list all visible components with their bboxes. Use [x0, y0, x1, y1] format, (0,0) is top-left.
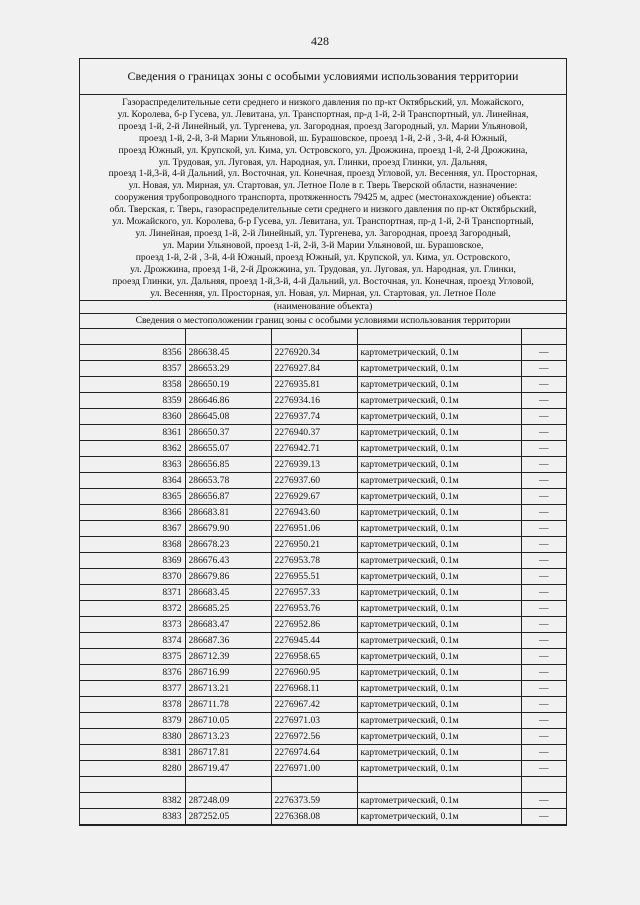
description-line: проезд 1-й, 2-й, 3-й Марии Ульяновой, ш. Бурашовское, проезд 1-й, 2-й , 3-й, 4-й Южный,	[138, 132, 508, 144]
method-cell: картометрический, 0.1м	[357, 425, 521, 441]
y-coordinate-cell: 2276943.60	[271, 505, 357, 521]
x-coordinate-cell: 286710.05	[185, 713, 271, 729]
coordinate-row	[80, 809, 566, 825]
coordinates-table	[80, 329, 566, 825]
description-line: ул. Трудовая, ул. Луговая, ул. Народная, ул. Глинки, проезд Глинки, ул. Дальняя,	[158, 156, 488, 168]
point-number-cell: 8380	[80, 729, 185, 745]
x-coordinate-cell: 286645.08	[185, 409, 271, 425]
description-cell: —	[521, 537, 566, 553]
coordinate-row	[80, 489, 566, 505]
point-number-cell: 8357	[80, 361, 185, 377]
coordinate-row	[80, 409, 566, 425]
description-line: ул. Новая, ул. Мирная, ул. Стартовая, ул. Летное Поле в г. Тверь Тверской области, назначение:	[128, 180, 518, 192]
y-coordinate-cell: 2276929.67	[271, 489, 357, 505]
point-number-cell: 8356	[80, 345, 185, 361]
description-cell: —	[521, 377, 566, 393]
x-coordinate-cell: 286646.86	[185, 393, 271, 409]
method-cell: картометрический, 0.1м	[357, 393, 521, 409]
y-coordinate-cell: 2276940.37	[271, 425, 357, 441]
method-cell: картометрический, 0.1м	[357, 713, 521, 729]
point-number-cell: 8370	[80, 569, 185, 585]
description-cell: —	[521, 521, 566, 537]
method-cell: картометрический, 0.1м	[357, 649, 521, 665]
description-line: Газораспределительные сети среднего и низкого давления по пр-кт Октябрьский, ул. Можайского,	[122, 97, 524, 108]
x-coordinate-cell: 286679.90	[185, 521, 271, 537]
y-coordinate-cell: 2276971.03	[271, 713, 357, 729]
y-coordinate-cell: 2276935.81	[271, 377, 357, 393]
coordinate-row	[80, 361, 566, 377]
method-cell: картометрический, 0.1м	[357, 697, 521, 713]
point-number-cell: 8366	[80, 505, 185, 521]
point-number-cell: 8361	[80, 425, 185, 441]
coordinate-row	[80, 793, 566, 809]
point-number-cell: 8363	[80, 457, 185, 473]
method-cell: картометрический, 0.1м	[357, 505, 521, 521]
method-cell: картометрический, 0.1м	[357, 729, 521, 745]
coordinate-row	[80, 537, 566, 553]
coordinate-row	[80, 665, 566, 681]
description-cell: —	[521, 473, 566, 489]
y-coordinate-cell: 2276937.60	[271, 473, 357, 489]
coordinate-row	[80, 569, 566, 585]
point-number-cell: 8358	[80, 377, 185, 393]
x-coordinate-cell	[185, 329, 271, 345]
description-cell: —	[521, 729, 566, 745]
x-coordinate-cell: 286683.47	[185, 617, 271, 633]
point-number-cell: 8364	[80, 473, 185, 489]
x-coordinate-cell: 286679.86	[185, 569, 271, 585]
description-cell: —	[521, 569, 566, 585]
y-coordinate-cell: 2276939.13	[271, 457, 357, 473]
zone-boundaries-table	[79, 58, 567, 826]
y-coordinate-cell: 2276960.95	[271, 665, 357, 681]
table-title: Сведения о границах зоны с особыми условиями использования территории	[80, 59, 566, 95]
coordinate-row	[80, 617, 566, 633]
empty-row	[80, 777, 566, 793]
coordinate-row	[80, 633, 566, 649]
coordinate-row	[80, 505, 566, 521]
coordinate-row	[80, 681, 566, 697]
y-coordinate-cell: 2276953.76	[271, 601, 357, 617]
point-number-cell: 8371	[80, 585, 185, 601]
description-line: ул. Дрожжина, проезд 1-й, 2-й Дрожжина, ул. Трудовая, ул. Луговая, ул. Народная, ул. Глинки,	[130, 263, 516, 275]
description-cell: —	[521, 345, 566, 361]
y-coordinate-cell: 2276967.42	[271, 697, 357, 713]
description-cell: —	[521, 489, 566, 505]
x-coordinate-cell: 286656.85	[185, 457, 271, 473]
coordinate-row	[80, 473, 566, 489]
x-coordinate-cell: 286656.87	[185, 489, 271, 505]
method-cell: картометрический, 0.1м	[357, 681, 521, 697]
point-number-cell: 8359	[80, 393, 185, 409]
x-coordinate-cell: 286712.39	[185, 649, 271, 665]
description-cell	[521, 777, 566, 793]
description-cell: —	[521, 697, 566, 713]
x-coordinate-cell: 286638.45	[185, 345, 271, 361]
y-coordinate-cell: 2276942.71	[271, 441, 357, 457]
y-coordinate-cell	[271, 329, 357, 345]
description-line: ул. Весенняя, ул. Просторная, ул. Новая, ул. Мирная, ул. Стартовая, ул. Летное Поле	[150, 287, 496, 299]
method-cell: картометрический, 0.1м	[357, 665, 521, 681]
y-coordinate-cell: 2276927.84	[271, 361, 357, 377]
x-coordinate-cell: 286713.21	[185, 681, 271, 697]
object-name-caption: (наименование объекта)	[80, 301, 566, 314]
coordinate-row	[80, 745, 566, 761]
point-number-cell: 8382	[80, 793, 185, 809]
y-coordinate-cell: 2276968.11	[271, 681, 357, 697]
method-cell: картометрический, 0.1м	[357, 441, 521, 457]
method-cell	[357, 777, 521, 793]
description-cell: —	[521, 601, 566, 617]
method-cell	[357, 329, 521, 345]
description-cell: —	[521, 633, 566, 649]
description-line: проезд Глинки, ул. Дальняя, проезд 1-й,3-й, 4-й Дальний, ул. Восточная, ул. Конечная, проезд Угловой,	[112, 275, 534, 287]
y-coordinate-cell: 2276953.78	[271, 553, 357, 569]
y-coordinate-cell: 2276937.74	[271, 409, 357, 425]
method-cell: картометрический, 0.1м	[357, 457, 521, 473]
x-coordinate-cell: 286713.23	[185, 729, 271, 745]
y-coordinate-cell: 2276974.64	[271, 745, 357, 761]
description-line: сооружения трубопроводного транспорта, протяженность 79425 м, адрес (местонахождение) объекта:	[114, 192, 532, 204]
location-caption: Сведения о местоположении границ зоны с особыми условиями использования территории	[80, 314, 566, 329]
description-cell: —	[521, 713, 566, 729]
description-cell: —	[521, 665, 566, 681]
coordinate-row	[80, 553, 566, 569]
y-coordinate-cell: 2276958.65	[271, 649, 357, 665]
y-coordinate-cell: 2276368.08	[271, 809, 357, 825]
description-cell: —	[521, 409, 566, 425]
point-number-cell: 8367	[80, 521, 185, 537]
description-line: ул. Линейная, проезд 1-й, 2-й Линейный, ул. Тургенева, ул. Загородная, проезд Загородный,	[135, 227, 511, 239]
coordinate-row	[80, 761, 566, 777]
y-coordinate-cell: 2276945.44	[271, 633, 357, 649]
point-number-cell: 8368	[80, 537, 185, 553]
x-coordinate-cell: 286685.25	[185, 601, 271, 617]
coordinate-row	[80, 729, 566, 745]
method-cell: картометрический, 0.1м	[357, 345, 521, 361]
x-coordinate-cell: 286678.23	[185, 537, 271, 553]
description-cell: —	[521, 681, 566, 697]
x-coordinate-cell: 286687.36	[185, 633, 271, 649]
y-coordinate-cell: 2276971.00	[271, 761, 357, 777]
method-cell: картометрический, 0.1м	[357, 409, 521, 425]
x-coordinate-cell: 286655.07	[185, 441, 271, 457]
coordinate-row	[80, 441, 566, 457]
point-number-cell: 8376	[80, 665, 185, 681]
coordinate-row	[80, 425, 566, 441]
method-cell: картометрический, 0.1м	[357, 633, 521, 649]
description-cell	[521, 329, 566, 345]
empty-row	[80, 329, 566, 345]
coordinate-row	[80, 393, 566, 409]
x-coordinate-cell: 286716.99	[185, 665, 271, 681]
method-cell: картометрический, 0.1м	[357, 761, 521, 777]
coordinate-row	[80, 713, 566, 729]
y-coordinate-cell: 2276955.51	[271, 569, 357, 585]
description-line: ул. Марии Ульяновой, проезд 1-й, 2-й, 3-й Марии Ульяновой, ш. Бурашовское,	[162, 239, 484, 251]
coordinate-row	[80, 585, 566, 601]
y-coordinate-cell: 2276373.59	[271, 793, 357, 809]
x-coordinate-cell	[185, 777, 271, 793]
point-number-cell: 8360	[80, 409, 185, 425]
description-cell: —	[521, 393, 566, 409]
method-cell: картометрический, 0.1м	[357, 537, 521, 553]
y-coordinate-cell: 2276957.33	[271, 585, 357, 601]
y-coordinate-cell: 2276934.16	[271, 393, 357, 409]
y-coordinate-cell: 2276972.56	[271, 729, 357, 745]
method-cell: картометрический, 0.1м	[357, 585, 521, 601]
description-cell: —	[521, 809, 566, 825]
point-number-cell: 8369	[80, 553, 185, 569]
description-line: ул. Можайского, ул. Королева, б-р Гусева, ул. Левитана, ул. Транспортная, пр-д 1-й, 2-й Транспортный,	[112, 216, 534, 228]
description-line: проезд Южный, ул. Крупской, ул. Кима, ул. Островского, ул. Дрожжина, проезд 1-й, 2-й Дрожжина,	[118, 144, 528, 156]
description-cell: —	[521, 745, 566, 761]
coordinate-row	[80, 345, 566, 361]
method-cell: картометрический, 0.1м	[357, 553, 521, 569]
method-cell: картометрический, 0.1м	[357, 521, 521, 537]
description-cell: —	[521, 505, 566, 521]
method-cell: картометрический, 0.1м	[357, 361, 521, 377]
x-coordinate-cell: 286650.19	[185, 377, 271, 393]
description-line: проезд 1-й, 2-й Линейный, ул. Тургенева, ул. Загородная, проезд Загородный, ул. Марии Ульяновой,	[118, 120, 528, 132]
y-coordinate-cell: 2276952.86	[271, 617, 357, 633]
point-number-cell: 8381	[80, 745, 185, 761]
coordinate-row	[80, 649, 566, 665]
coordinate-row	[80, 521, 566, 537]
point-number-cell: 8375	[80, 649, 185, 665]
object-description	[80, 95, 566, 301]
point-number-cell	[80, 777, 185, 793]
point-number-cell: 8383	[80, 809, 185, 825]
description-cell: —	[521, 457, 566, 473]
x-coordinate-cell: 286653.78	[185, 473, 271, 489]
point-number-cell: 8372	[80, 601, 185, 617]
coordinate-row	[80, 697, 566, 713]
coordinate-row	[80, 601, 566, 617]
point-number-cell: 8378	[80, 697, 185, 713]
point-number-cell: 8362	[80, 441, 185, 457]
description-cell: —	[521, 585, 566, 601]
x-coordinate-cell: 287252.05	[185, 809, 271, 825]
y-coordinate-cell: 2276951.06	[271, 521, 357, 537]
method-cell: картометрический, 0.1м	[357, 745, 521, 761]
method-cell: картометрический, 0.1м	[357, 569, 521, 585]
point-number-cell: 8365	[80, 489, 185, 505]
description-cell: —	[521, 793, 566, 809]
x-coordinate-cell: 286683.45	[185, 585, 271, 601]
x-coordinate-cell: 286676.43	[185, 553, 271, 569]
coordinate-row	[80, 457, 566, 473]
point-number-cell: 8379	[80, 713, 185, 729]
description-cell: —	[521, 441, 566, 457]
point-number-cell: 8374	[80, 633, 185, 649]
description-cell: —	[521, 553, 566, 569]
method-cell: картометрический, 0.1м	[357, 617, 521, 633]
description-line: ул. Королева, б-р Гусева, ул. Левитана, ул. Транспортная, пр-д 1-й, 2-й Транспортный, ул. Линейная,	[117, 108, 529, 120]
description-line: проезд 1-й, 2-й , 3-й, 4-й Южный, проезд Южный, ул. Крупской, ул. Кима, ул. Островского,	[135, 251, 511, 263]
description-cell: —	[521, 649, 566, 665]
description-line: обл. Тверская, г. Тверь, газораспределительные сети среднего и низкого давления по пр-кт Октябрьский,	[109, 204, 537, 216]
page-number: 428	[311, 34, 329, 48]
method-cell: картометрический, 0.1м	[357, 809, 521, 825]
point-number-cell: 8373	[80, 617, 185, 633]
x-coordinate-cell: 286653.29	[185, 361, 271, 377]
description-line: проезд 1-й,3-й, 4-й Дальний, ул. Восточная, ул. Конечная, проезд Угловой, ул. Весенняя, ул. Просторная,	[108, 168, 538, 180]
method-cell: картометрический, 0.1м	[357, 473, 521, 489]
description-cell: —	[521, 361, 566, 377]
y-coordinate-cell: 2276950.21	[271, 537, 357, 553]
x-coordinate-cell: 286650.37	[185, 425, 271, 441]
point-number-cell: 8377	[80, 681, 185, 697]
coordinate-row	[80, 377, 566, 393]
description-cell: —	[521, 425, 566, 441]
x-coordinate-cell: 286683.81	[185, 505, 271, 521]
point-number-cell: 8280	[80, 761, 185, 777]
method-cell: картометрический, 0.1м	[357, 601, 521, 617]
x-coordinate-cell: 286711.78	[185, 697, 271, 713]
description-cell: —	[521, 761, 566, 777]
description-cell: —	[521, 617, 566, 633]
y-coordinate-cell	[271, 777, 357, 793]
x-coordinate-cell: 286719.47	[185, 761, 271, 777]
method-cell: картометрический, 0.1м	[357, 489, 521, 505]
y-coordinate-cell: 2276920.34	[271, 345, 357, 361]
x-coordinate-cell: 287248.09	[185, 793, 271, 809]
point-number-cell	[80, 329, 185, 345]
x-coordinate-cell: 286717.81	[185, 745, 271, 761]
method-cell: картометрический, 0.1м	[357, 377, 521, 393]
method-cell: картометрический, 0.1м	[357, 793, 521, 809]
